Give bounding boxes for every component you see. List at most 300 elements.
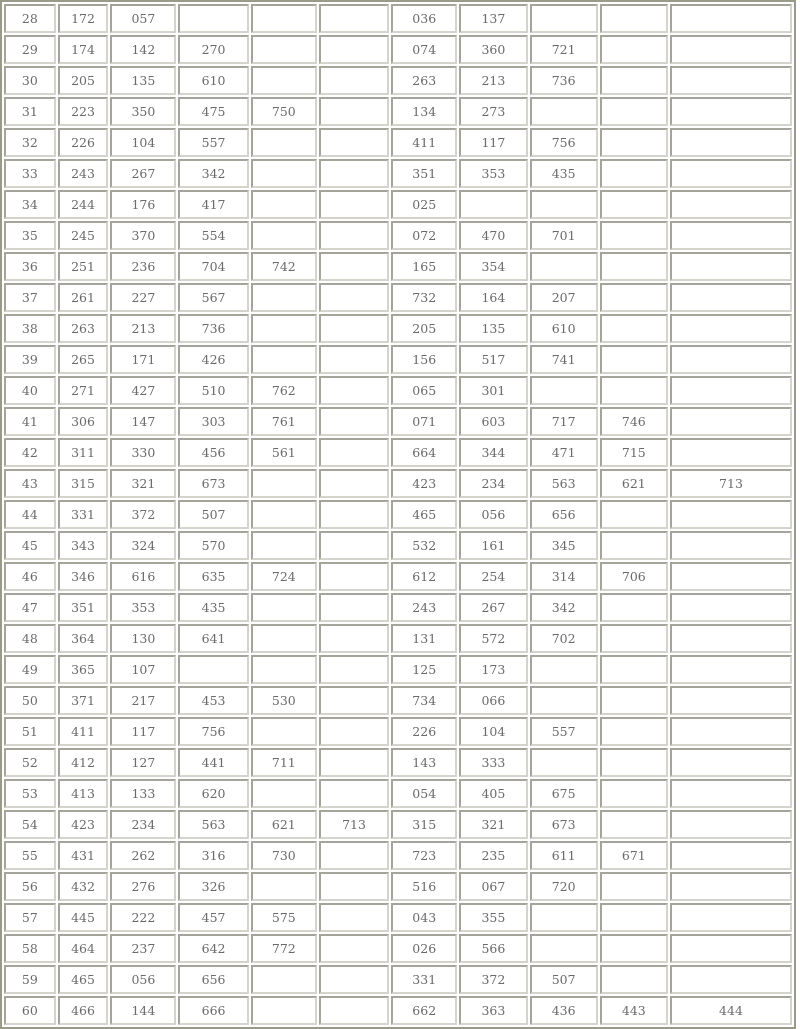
table-cell <box>319 190 389 219</box>
table-cell: 435 <box>178 593 248 622</box>
table-row <box>4 531 792 560</box>
table-cell <box>600 903 668 932</box>
table-cell: 346 <box>58 562 109 591</box>
table-cell: 704 <box>178 252 248 281</box>
table-row <box>4 469 792 498</box>
table-cell: 675 <box>530 779 598 808</box>
table-cell: 254 <box>459 562 527 591</box>
table-cell: 333 <box>459 748 527 777</box>
table-cell: 316 <box>178 841 248 870</box>
table-cell <box>670 376 792 405</box>
table-row <box>4 252 792 281</box>
table-cell: 342 <box>178 159 248 188</box>
table-cell <box>319 996 389 1025</box>
table-row <box>4 903 792 932</box>
table-cell <box>319 35 389 64</box>
table-row <box>4 655 792 684</box>
table-cell <box>319 159 389 188</box>
table-cell <box>319 469 389 498</box>
table-cell: 761 <box>251 407 317 436</box>
table-cell: 066 <box>459 686 527 715</box>
table-row <box>4 35 792 64</box>
table-cell: 621 <box>600 469 668 498</box>
table-body <box>4 4 792 1025</box>
table-cell: 475 <box>178 97 248 126</box>
table-cell: 343 <box>58 531 109 560</box>
table-cell <box>251 345 317 374</box>
table-cell: 165 <box>391 252 457 281</box>
table-cell: 673 <box>178 469 248 498</box>
table-cell <box>670 903 792 932</box>
table-cell: 074 <box>391 35 457 64</box>
row-number-cell: 33 <box>4 159 56 188</box>
table-cell <box>319 748 389 777</box>
table-cell: 363 <box>459 996 527 1025</box>
table-cell: 427 <box>110 376 176 405</box>
row-number-cell: 34 <box>4 190 56 219</box>
row-number-cell: 48 <box>4 624 56 653</box>
table-cell <box>319 438 389 467</box>
table-cell: 107 <box>110 655 176 684</box>
row-number-cell: 31 <box>4 97 56 126</box>
table-cell: 372 <box>110 500 176 529</box>
table-cell <box>251 624 317 653</box>
table-cell: 732 <box>391 283 457 312</box>
table-cell: 127 <box>110 748 176 777</box>
table-cell: 331 <box>58 500 109 529</box>
table-cell: 772 <box>251 934 317 963</box>
table-cell: 324 <box>110 531 176 560</box>
table-cell: 350 <box>110 97 176 126</box>
table-cell: 702 <box>530 624 598 653</box>
table-cell: 516 <box>391 872 457 901</box>
table-cell: 412 <box>58 748 109 777</box>
table-row <box>4 748 792 777</box>
table-cell: 135 <box>110 66 176 95</box>
table-cell: 205 <box>391 314 457 343</box>
table-cell <box>600 624 668 653</box>
table-row <box>4 934 792 963</box>
table-cell: 125 <box>391 655 457 684</box>
table-cell <box>670 345 792 374</box>
table-cell: 065 <box>391 376 457 405</box>
table-cell <box>530 376 598 405</box>
row-number-cell: 46 <box>4 562 56 591</box>
table-cell: 736 <box>178 314 248 343</box>
table-cell <box>319 903 389 932</box>
table-cell <box>600 66 668 95</box>
table-cell <box>600 686 668 715</box>
table-cell <box>319 965 389 994</box>
table-cell <box>600 190 668 219</box>
table-cell: 265 <box>58 345 109 374</box>
table-row <box>4 221 792 250</box>
table-cell <box>251 190 317 219</box>
table-cell: 466 <box>58 996 109 1025</box>
table-cell: 706 <box>600 562 668 591</box>
table-cell: 411 <box>391 128 457 157</box>
table-cell: 620 <box>178 779 248 808</box>
table-row <box>4 345 792 374</box>
table-cell: 426 <box>178 345 248 374</box>
row-number-cell: 36 <box>4 252 56 281</box>
table-cell: 423 <box>391 469 457 498</box>
table-cell: 321 <box>110 469 176 498</box>
table-cell: 344 <box>459 438 527 467</box>
table-cell: 756 <box>530 128 598 157</box>
table-cell: 301 <box>459 376 527 405</box>
table-cell: 711 <box>251 748 317 777</box>
table-cell: 701 <box>530 221 598 250</box>
table-cell: 354 <box>459 252 527 281</box>
table-cell <box>670 748 792 777</box>
table-cell: 237 <box>110 934 176 963</box>
table-cell: 717 <box>530 407 598 436</box>
table-cell: 171 <box>110 345 176 374</box>
table-cell <box>670 35 792 64</box>
table-cell <box>319 252 389 281</box>
table-cell: 314 <box>530 562 598 591</box>
table-cell: 671 <box>600 841 668 870</box>
table-cell <box>600 717 668 746</box>
table-row <box>4 407 792 436</box>
table-cell: 315 <box>391 810 457 839</box>
table-cell: 673 <box>530 810 598 839</box>
table-cell <box>459 190 527 219</box>
table-cell: 205 <box>58 66 109 95</box>
table-cell: 227 <box>110 283 176 312</box>
table-cell: 161 <box>459 531 527 560</box>
table-cell <box>530 686 598 715</box>
table-cell <box>670 4 792 33</box>
table-cell: 134 <box>391 97 457 126</box>
table-cell <box>670 314 792 343</box>
table-cell <box>670 965 792 994</box>
table-cell <box>251 128 317 157</box>
table-cell <box>600 376 668 405</box>
table-cell: 117 <box>110 717 176 746</box>
table-cell <box>600 345 668 374</box>
table-cell: 736 <box>530 66 598 95</box>
table-cell: 026 <box>391 934 457 963</box>
table-cell <box>319 376 389 405</box>
table-row <box>4 97 792 126</box>
table-row <box>4 686 792 715</box>
table-cell <box>319 655 389 684</box>
table-cell: 251 <box>58 252 109 281</box>
table-row <box>4 376 792 405</box>
table-row <box>4 965 792 994</box>
table-cell: 174 <box>58 35 109 64</box>
table-row <box>4 4 792 33</box>
table-cell <box>319 283 389 312</box>
table-row <box>4 593 792 622</box>
table-cell <box>530 903 598 932</box>
table-cell <box>251 996 317 1025</box>
table-cell <box>251 779 317 808</box>
table-cell: 436 <box>530 996 598 1025</box>
table-cell: 213 <box>459 66 527 95</box>
table-cell <box>600 252 668 281</box>
table-cell: 443 <box>600 996 668 1025</box>
table-cell <box>670 500 792 529</box>
table-row <box>4 717 792 746</box>
table-cell: 444 <box>670 996 792 1025</box>
table-row <box>4 128 792 157</box>
row-number-cell: 60 <box>4 996 56 1025</box>
table-cell <box>319 345 389 374</box>
table-cell: 510 <box>178 376 248 405</box>
table-cell: 720 <box>530 872 598 901</box>
table-cell <box>319 4 389 33</box>
table-cell: 043 <box>391 903 457 932</box>
table-cell <box>319 97 389 126</box>
table-cell: 104 <box>459 717 527 746</box>
table-cell: 441 <box>178 748 248 777</box>
table-cell: 465 <box>391 500 457 529</box>
table-cell: 263 <box>391 66 457 95</box>
row-number-cell: 42 <box>4 438 56 467</box>
table-cell: 715 <box>600 438 668 467</box>
table-cell: 713 <box>319 810 389 839</box>
table-cell <box>670 438 792 467</box>
table-cell <box>319 407 389 436</box>
table-cell <box>178 4 248 33</box>
table-cell: 276 <box>110 872 176 901</box>
table-cell <box>319 779 389 808</box>
table-cell <box>251 531 317 560</box>
table-cell: 610 <box>178 66 248 95</box>
table-cell <box>251 469 317 498</box>
table-cell: 267 <box>459 593 527 622</box>
table-row <box>4 779 792 808</box>
table-cell <box>600 965 668 994</box>
table-cell <box>600 128 668 157</box>
table-cell: 207 <box>530 283 598 312</box>
table-cell: 445 <box>58 903 109 932</box>
table-cell: 656 <box>178 965 248 994</box>
table-cell <box>319 221 389 250</box>
table-cell: 371 <box>58 686 109 715</box>
table-cell <box>600 314 668 343</box>
table-cell <box>670 779 792 808</box>
table-cell: 360 <box>459 35 527 64</box>
table-cell: 635 <box>178 562 248 591</box>
row-number-cell: 43 <box>4 469 56 498</box>
table-cell: 411 <box>58 717 109 746</box>
row-number-cell: 32 <box>4 128 56 157</box>
table-cell <box>319 624 389 653</box>
table-cell <box>530 748 598 777</box>
table-cell: 234 <box>459 469 527 498</box>
table-cell: 532 <box>391 531 457 560</box>
table-cell <box>670 221 792 250</box>
table-cell <box>600 35 668 64</box>
table-row <box>4 66 792 95</box>
table-cell: 353 <box>459 159 527 188</box>
table-cell: 656 <box>530 500 598 529</box>
table-cell: 244 <box>58 190 109 219</box>
table-cell <box>251 314 317 343</box>
table-cell <box>600 655 668 684</box>
table-cell: 226 <box>58 128 109 157</box>
table-cell: 750 <box>251 97 317 126</box>
table-cell: 642 <box>178 934 248 963</box>
table-cell <box>319 841 389 870</box>
table-cell: 572 <box>459 624 527 653</box>
table-cell: 557 <box>530 717 598 746</box>
table-row <box>4 872 792 901</box>
table-cell: 730 <box>251 841 317 870</box>
table-cell: 173 <box>459 655 527 684</box>
table-cell <box>251 66 317 95</box>
table-cell: 072 <box>391 221 457 250</box>
table-cell <box>600 159 668 188</box>
table-cell: 612 <box>391 562 457 591</box>
table-cell: 530 <box>251 686 317 715</box>
table-cell: 262 <box>110 841 176 870</box>
table-cell: 144 <box>110 996 176 1025</box>
table-cell: 135 <box>459 314 527 343</box>
row-number-cell: 45 <box>4 531 56 560</box>
table-cell: 435 <box>530 159 598 188</box>
table-row <box>4 996 792 1025</box>
table-cell: 471 <box>530 438 598 467</box>
table-cell <box>600 531 668 560</box>
table-cell <box>670 66 792 95</box>
row-number-cell: 52 <box>4 748 56 777</box>
table-cell: 641 <box>178 624 248 653</box>
table-row <box>4 841 792 870</box>
table-cell: 311 <box>58 438 109 467</box>
table-cell: 236 <box>110 252 176 281</box>
table-cell: 405 <box>459 779 527 808</box>
row-number-cell: 56 <box>4 872 56 901</box>
table-cell: 664 <box>391 438 457 467</box>
table-cell: 222 <box>110 903 176 932</box>
table-cell <box>670 407 792 436</box>
table-cell: 271 <box>58 376 109 405</box>
table-cell: 273 <box>459 97 527 126</box>
table-cell: 217 <box>110 686 176 715</box>
table-cell: 303 <box>178 407 248 436</box>
table-cell: 326 <box>178 872 248 901</box>
table-cell <box>319 531 389 560</box>
table-cell: 054 <box>391 779 457 808</box>
table-cell <box>251 221 317 250</box>
table-cell <box>670 128 792 157</box>
table-cell: 143 <box>391 748 457 777</box>
row-number-cell: 54 <box>4 810 56 839</box>
table-cell: 267 <box>110 159 176 188</box>
table-cell: 417 <box>178 190 248 219</box>
table-cell <box>251 593 317 622</box>
table-cell: 517 <box>459 345 527 374</box>
table-cell <box>600 779 668 808</box>
table-cell: 355 <box>459 903 527 932</box>
table-cell <box>670 717 792 746</box>
table-cell: 057 <box>110 4 176 33</box>
table-cell <box>251 965 317 994</box>
table-cell: 507 <box>530 965 598 994</box>
table-cell <box>600 221 668 250</box>
table-cell <box>670 283 792 312</box>
row-number-cell: 29 <box>4 35 56 64</box>
row-number-cell: 28 <box>4 4 56 33</box>
table-cell <box>530 190 598 219</box>
table-cell: 315 <box>58 469 109 498</box>
table-cell <box>670 655 792 684</box>
table-cell: 156 <box>391 345 457 374</box>
table-cell: 036 <box>391 4 457 33</box>
table-cell: 104 <box>110 128 176 157</box>
table-row <box>4 283 792 312</box>
row-number-cell: 49 <box>4 655 56 684</box>
table-row <box>4 810 792 839</box>
table-cell <box>319 500 389 529</box>
table-cell: 464 <box>58 934 109 963</box>
table-cell <box>251 159 317 188</box>
table-cell: 413 <box>58 779 109 808</box>
table-cell <box>251 717 317 746</box>
table-cell: 235 <box>459 841 527 870</box>
table-cell: 351 <box>58 593 109 622</box>
table-cell: 470 <box>459 221 527 250</box>
table-row <box>4 438 792 467</box>
table-cell <box>319 66 389 95</box>
table-cell: 563 <box>530 469 598 498</box>
table-cell <box>530 252 598 281</box>
table-row <box>4 624 792 653</box>
table-cell <box>670 97 792 126</box>
table-cell: 117 <box>459 128 527 157</box>
table-cell <box>319 128 389 157</box>
row-number-cell: 38 <box>4 314 56 343</box>
table-cell: 724 <box>251 562 317 591</box>
table-cell: 561 <box>251 438 317 467</box>
table-cell <box>670 841 792 870</box>
table-cell <box>600 283 668 312</box>
table-cell <box>600 4 668 33</box>
table-row <box>4 190 792 219</box>
table-cell: 056 <box>459 500 527 529</box>
table-cell: 067 <box>459 872 527 901</box>
row-number-cell: 59 <box>4 965 56 994</box>
table-cell: 621 <box>251 810 317 839</box>
table-row <box>4 500 792 529</box>
table-cell: 566 <box>459 934 527 963</box>
table-cell: 746 <box>600 407 668 436</box>
table-cell: 570 <box>178 531 248 560</box>
table-cell <box>670 562 792 591</box>
table-cell <box>670 159 792 188</box>
table-cell <box>670 686 792 715</box>
table-cell <box>319 872 389 901</box>
row-number-cell: 41 <box>4 407 56 436</box>
table-cell <box>319 717 389 746</box>
table-cell: 734 <box>391 686 457 715</box>
table-cell: 742 <box>251 252 317 281</box>
table-cell: 457 <box>178 903 248 932</box>
table-cell: 563 <box>178 810 248 839</box>
table-cell: 131 <box>391 624 457 653</box>
table-cell: 223 <box>58 97 109 126</box>
table-cell <box>319 686 389 715</box>
table-cell <box>530 97 598 126</box>
table-cell <box>319 934 389 963</box>
table-cell <box>530 934 598 963</box>
row-number-cell: 50 <box>4 686 56 715</box>
